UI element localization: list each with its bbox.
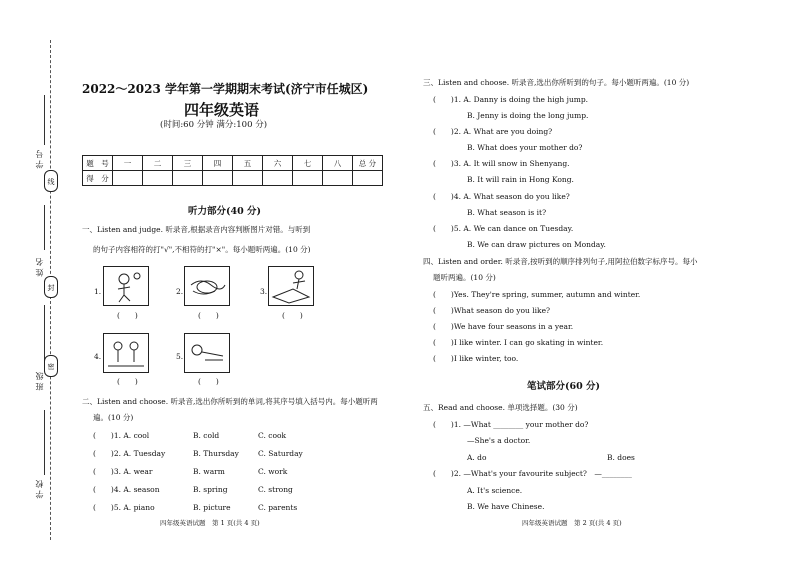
q4-item-1: ( )Yes. They're spring, summer, autumn and winter. bbox=[433, 290, 641, 299]
picture-number: 4. bbox=[94, 352, 102, 361]
q2-item-1-a: ( )1. A. cool bbox=[93, 431, 150, 440]
score-cell[interactable] bbox=[173, 171, 203, 186]
score-row-label: 得 分 bbox=[83, 171, 113, 186]
picture-number: 3. bbox=[260, 287, 268, 296]
picture-number: 1. bbox=[94, 287, 102, 296]
q2-item-2-b: B. Thursday bbox=[193, 449, 239, 458]
score-header-cell: 五 bbox=[233, 156, 263, 171]
score-header-cell: 题 号 bbox=[83, 156, 113, 171]
q3-item-5-b: B. We can draw pictures on Monday. bbox=[467, 240, 606, 249]
q3-item-5-a: ( )5. A. We can dance on Tuesday. bbox=[433, 224, 574, 233]
q2-item-5-c: C. parents bbox=[258, 503, 298, 512]
q2-item-2-c: C. Saturday bbox=[258, 449, 303, 458]
school-label: 学 校 bbox=[35, 480, 44, 499]
q2-instruction-line2: 遍。(10 分) bbox=[93, 413, 134, 422]
score-cell[interactable] bbox=[293, 171, 323, 186]
boy-ball-icon bbox=[104, 267, 148, 305]
picture-boy-lying bbox=[184, 333, 230, 373]
writing-section-title: 笔试部分(60 分) bbox=[527, 381, 601, 392]
q5-item-2-question: ( )2. —What's your favourite subject? —________ bbox=[433, 469, 632, 478]
school-blank bbox=[44, 410, 45, 475]
q3-item-4-a: ( )4. A. What season do you like? bbox=[433, 192, 570, 201]
q4-item-5: ( )I like winter, too. bbox=[433, 354, 519, 363]
q2-instruction-line1: 二、Listen and choose. 听录音,选出你所听到的单词,将其序号填入括号内。每小题听两 bbox=[82, 397, 378, 406]
q2-item-2-a: ( )2. A. Tuesday bbox=[93, 449, 166, 458]
seal-mark-seal: 封 bbox=[44, 276, 58, 298]
q4-item-2: ( )What season do you like? bbox=[433, 306, 551, 315]
q4-item-4: ( )I like winter. I can go skating in winter. bbox=[433, 338, 604, 347]
student-id-blank bbox=[44, 95, 45, 145]
q5-item-1-option-a: A. do bbox=[467, 453, 487, 462]
score-header-cell: 三 bbox=[173, 156, 203, 171]
picture-children-outdoors bbox=[103, 333, 149, 373]
skating-icon bbox=[269, 267, 313, 305]
q3-item-1-b: B. Jenny is doing the long jump. bbox=[467, 111, 589, 120]
score-table bbox=[82, 155, 383, 186]
q2-item-5-a: ( )5. A. piano bbox=[93, 503, 155, 512]
children-icon bbox=[104, 334, 148, 372]
q3-item-1-a: ( )1. A. Danny is doing the high jump. bbox=[433, 95, 589, 104]
q5-instruction: 五、Read and choose. 单项选择题。(30 分) bbox=[423, 403, 578, 412]
score-header-cell: 六 bbox=[263, 156, 293, 171]
answer-paren[interactable]: ( ) bbox=[198, 311, 219, 320]
q4-instruction-line1: 四、Listen and order. 听录音,按听到的顺序排列句子,用阿拉伯数字标序号。每小 bbox=[423, 257, 698, 266]
q1-instruction-line2: 的句子内容相符的打"√",不相符的打"×"。每小题听两遍。(10 分) bbox=[93, 245, 311, 254]
q4-instruction-line2: 题听两遍。(10 分) bbox=[433, 273, 496, 282]
q2-item-5-b: B. picture bbox=[193, 503, 231, 512]
answer-paren[interactable]: ( ) bbox=[282, 311, 303, 320]
q2-item-3-c: C. work bbox=[258, 467, 288, 476]
q2-item-4-c: C. strong bbox=[258, 485, 293, 494]
score-header-cell: 一 bbox=[113, 156, 143, 171]
q2-item-1-b: B. cold bbox=[193, 431, 220, 440]
picture-skating bbox=[268, 266, 314, 306]
q5-item-1-line2: —She's a doctor. bbox=[467, 436, 531, 445]
boy-lying-icon bbox=[185, 334, 229, 372]
q2-item-4-a: ( )4. A. season bbox=[93, 485, 160, 494]
q4-item-3: ( )We have four seasons in a year. bbox=[433, 322, 574, 331]
score-cell[interactable] bbox=[203, 171, 233, 186]
q3-instruction: 三、Listen and choose. 听录音,选出你所听到的句子。每小题听两遍。(10 分) bbox=[423, 78, 690, 87]
picture-windy-scene bbox=[184, 266, 230, 306]
answer-paren[interactable]: ( ) bbox=[117, 377, 138, 386]
q5-item-2-option-b: B. We have Chinese. bbox=[467, 502, 545, 511]
q1-instruction-line1: 一、Listen and judge. 听录音,根据录音内容判断图片对错。与听到 bbox=[82, 225, 311, 234]
name-blank bbox=[44, 205, 45, 250]
score-header-cell: 总 分 bbox=[353, 156, 383, 171]
q5-item-1-question: ( )1. —What ________ your mother do? bbox=[433, 420, 589, 429]
listening-section-title: 听力部分(40 分) bbox=[188, 206, 262, 217]
q5-item-1-option-b: B. does bbox=[607, 453, 635, 462]
score-header-cell: 八 bbox=[323, 156, 353, 171]
score-header-cell: 七 bbox=[293, 156, 323, 171]
q5-item-2-option-a: A. It's science. bbox=[467, 486, 523, 495]
seal-mark-secret: 密 bbox=[44, 355, 58, 377]
footer-page2: 四年级英语试题 第 2 页(共 4 页) bbox=[522, 519, 622, 527]
picture-number: 5. bbox=[176, 352, 184, 361]
score-header-cell: 二 bbox=[143, 156, 173, 171]
score-cell[interactable] bbox=[143, 171, 173, 186]
q3-item-2-b: B. What does your mother do? bbox=[467, 143, 583, 152]
q3-item-3-a: ( )3. A. It will snow in Shenyang. bbox=[433, 159, 570, 168]
q3-item-3-b: B. It will rain in Hong Kong. bbox=[467, 175, 574, 184]
seal-mark-line: 线 bbox=[44, 170, 58, 192]
exam-title: 2022～2023 学年第一学期期末考试(济宁市任城区) bbox=[82, 82, 369, 96]
q3-item-4-b: B. What season is it? bbox=[467, 208, 547, 217]
score-cell[interactable] bbox=[323, 171, 353, 186]
picture-number: 2. bbox=[176, 287, 184, 296]
wind-icon bbox=[185, 267, 229, 305]
score-header-cell: 四 bbox=[203, 156, 233, 171]
q2-item-4-b: B. spring bbox=[193, 485, 228, 494]
exam-subtitle: 四年级英语 bbox=[184, 101, 260, 119]
score-cell[interactable] bbox=[263, 171, 293, 186]
footer-page1: 四年级英语试题 第 1 页(共 4 页) bbox=[160, 519, 260, 527]
q2-item-3-b: B. warm bbox=[193, 467, 225, 476]
score-cell[interactable] bbox=[113, 171, 143, 186]
answer-paren[interactable]: ( ) bbox=[117, 311, 138, 320]
answer-paren[interactable]: ( ) bbox=[198, 377, 219, 386]
score-cell[interactable] bbox=[353, 171, 383, 186]
q3-item-2-a: ( )2. A. What are you doing? bbox=[433, 127, 553, 136]
q2-item-3-a: ( )3. A. wear bbox=[93, 467, 153, 476]
binding-margin bbox=[0, 0, 62, 561]
score-cell[interactable] bbox=[233, 171, 263, 186]
exam-time-info: (时间:60 分钟 满分:100 分) bbox=[160, 120, 268, 130]
student-id-label: 学 号 bbox=[35, 150, 44, 169]
name-label: 姓 名 bbox=[35, 258, 44, 277]
class-label: 班 级 bbox=[35, 372, 44, 391]
picture-boy-playing-ball bbox=[103, 266, 149, 306]
q2-item-1-c: C. cook bbox=[258, 431, 287, 440]
